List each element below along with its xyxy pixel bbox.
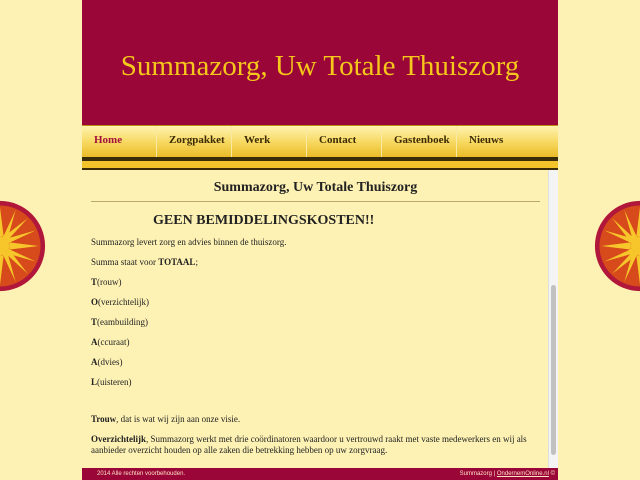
content-title: Summazorg, Uw Totale Thuiszorg <box>91 180 540 202</box>
summa-bold: TOTAAL <box>158 257 196 267</box>
site-footer <box>82 468 558 480</box>
nav-divider-gold <box>82 161 558 168</box>
content-frame[interactable] <box>82 170 558 468</box>
trouw-text: , dat is wat wij zijn aan onze visie. <box>116 414 241 424</box>
overzichtelijk-text: , Summazorg werkt met drie coördinatoren waardoor u vertrouwd raakt met vaste medewerkers en wij als aanbieder overzicht houden op alle zaken die betrekking hebben op uw zorgvraag. <box>91 434 527 455</box>
footer-credits <box>460 468 555 480</box>
acronym-letter: L <box>91 377 98 387</box>
trouw-bold: Trouw <box>91 414 117 424</box>
overzichtelijk-paragraph <box>91 434 540 456</box>
site-header <box>82 0 558 125</box>
acronym-line <box>91 317 540 328</box>
acronym-line <box>91 337 540 348</box>
footer-link[interactable]: OndernemOnline.nl <box>496 471 549 477</box>
content-scrollbar[interactable] <box>548 170 558 468</box>
overzichtelijk-bold: Overzichtelijk <box>91 434 146 444</box>
scrollbar-thumb[interactable] <box>551 285 556 455</box>
acronym-letter: T <box>91 317 98 327</box>
footer-copyright: 2014 Alle rechten voorbehouden. <box>97 471 186 477</box>
acronym-rest: (rouw) <box>97 277 122 287</box>
nav-item-contact[interactable]: Contact <box>307 126 382 158</box>
sun-ornament-right-icon <box>594 200 640 292</box>
page-container <box>82 0 558 480</box>
acronym-line <box>91 277 540 288</box>
content-body <box>91 170 540 456</box>
acronym-letter: A <box>91 337 98 347</box>
acronym-rest: (ccuraat) <box>97 337 130 347</box>
site-title: Summazorg, Uw Totale Thuiszorg <box>120 50 520 82</box>
trouw-paragraph <box>91 414 540 425</box>
nav-item-zorgpakket[interactable]: Zorgpakket <box>157 126 232 158</box>
acronym-rest: (verzichtelijk) <box>98 297 149 307</box>
acronym-rest: (eambuilding) <box>97 317 149 327</box>
sun-ornament-left-icon <box>0 200 46 292</box>
intro-text: Summazorg levert zorg en advies binnen de thuiszorg. <box>91 237 287 247</box>
acronym-rest: (uisteren) <box>97 377 132 387</box>
summa-suffix: ; <box>195 257 198 267</box>
acronym-line <box>91 377 540 388</box>
summa-prefix: Summa staat voor <box>91 257 159 267</box>
acronym-line <box>91 297 540 308</box>
nav-item-nieuws[interactable]: Nieuws <box>469 134 504 146</box>
headline: GEEN BEMIDDELINGSKOSTEN!! <box>153 213 375 228</box>
summa-line <box>91 257 540 268</box>
acronym-rest: (dvies) <box>97 357 123 367</box>
acronym-letter: O <box>91 297 99 307</box>
acronym-letter: T <box>91 277 98 287</box>
footer-credits-text: Summazorg | <box>459 471 497 477</box>
main-nav <box>82 125 558 158</box>
nav-item-home[interactable]: Home <box>82 126 157 158</box>
acronym-line <box>91 357 540 368</box>
nav-item-werk[interactable]: Werk <box>232 126 307 158</box>
acronym-letter: A <box>91 357 98 367</box>
nav-item-gastenboek[interactable]: Gastenboek <box>382 126 457 158</box>
footer-copyright-symbol: © <box>548 471 555 477</box>
